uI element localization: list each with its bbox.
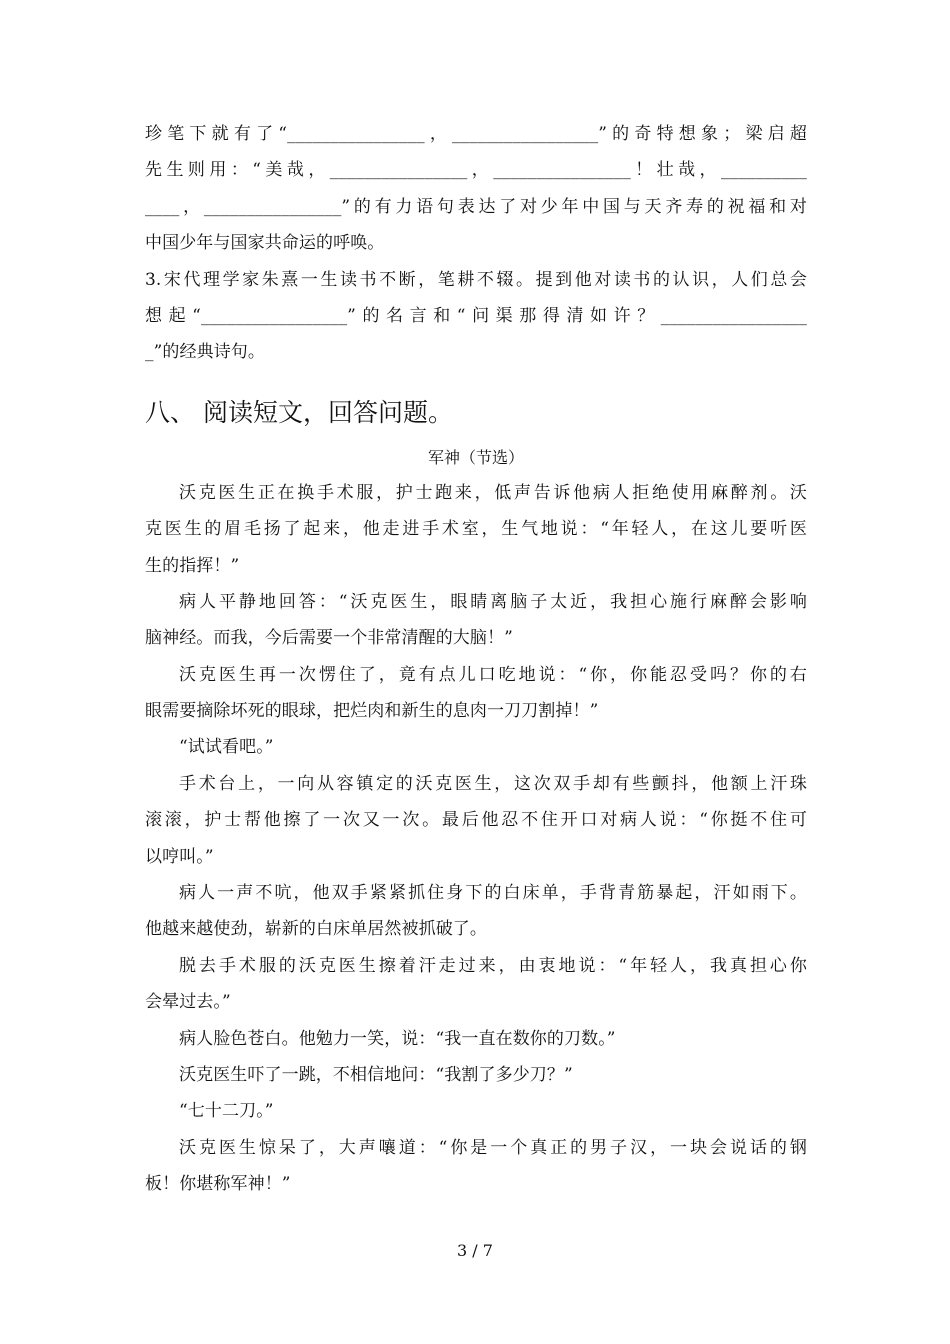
passage-line: 沃克医生正在换手术服，护士跑来，低声告诉他病人拒绝使用麻醉剂。沃 [179, 482, 807, 503]
passage-line: “七十二刀。” [179, 1101, 274, 1122]
fill-in-line: ____，________________”的有力语句表达了对少年中国与天齐寿的祝福和对 [145, 196, 807, 217]
document-page [145, 116, 807, 1203]
passage-line: 以哼叫。” [145, 846, 214, 867]
fill-in-line: 中国少年与国家共命运的呼唤。 [145, 233, 385, 254]
page-number: 3 / 7 [457, 1241, 493, 1260]
passage-line: 病人一声不吭，他双手紧紧抓住身下的白床单，手背青筋暴起，汗如雨下。 [179, 883, 807, 904]
passage-line: 病人脸色苍白。他勉力一笑，说：“我一直在数你的刀数。” [179, 1028, 616, 1049]
fill-in-line: 珍笔下就有了“________________，_________________”的奇特想象；梁启超 [145, 124, 807, 144]
passage-line: 他越来越使劲，崭新的白床单居然被抓破了。 [145, 919, 487, 940]
fill-in-line: 想起“_________________”的名言和“问渠那得清如许？_________________ [145, 305, 807, 326]
passage-line: 克医生的眉毛扬了起来，他走进手术室，生气地说：“年轻人，在这儿要听医 [145, 519, 807, 540]
passage-line: “试试看吧。” [179, 737, 274, 758]
passage-line: 板！你堪称军神！” [145, 1174, 291, 1195]
passage-line: 沃克医生惊呆了，大声嚷道：“你是一个真正的男子汉，一块会说话的钢 [179, 1137, 807, 1158]
passage-line: 脑神经。而我，今后需要一个非常清醒的大脑！” [145, 628, 513, 649]
passage-line: 沃克医生再一次愣住了，竟有点儿口吃地说：“你，你能忍受吗？你的右 [179, 664, 807, 685]
passage-line: 滚滚，护士帮他擦了一次又一次。最后他忍不住开口对病人说：“你挺不住可 [145, 810, 807, 831]
passage-title: 军神（节选） [427, 447, 524, 467]
fill-in-block [145, 116, 807, 371]
fill-in-line: _”的经典诗句。 [145, 342, 265, 363]
passage-line: 眼需要摘除坏死的眼球，把烂肉和新生的息肉一刀刀割掉！” [145, 701, 599, 722]
passage-line: 手术台上，一向从容镇定的沃克医生，这次双手却有些颤抖，他额上汗珠 [179, 773, 807, 794]
section-heading: 八、 阅读短文，回答问题。 [145, 397, 453, 427]
fill-in-line: 先生则用：“美哉，________________，________________！壮哉，__________ [145, 160, 807, 181]
passage-line: 生的指挥！” [145, 555, 240, 576]
passage-body [145, 475, 807, 1203]
passage-line: 沃克医生吓了一跳，不相信地问：“我割了多少刀？” [179, 1064, 573, 1085]
fill-in-line: 3.宋代理学家朱熹一生读书不断，笔耕不辍。提到他对读书的认识，人们总会 [145, 269, 807, 290]
passage-line: 脱去手术服的沃克医生擦着汗走过来，由衷地说：“年轻人，我真担心你 [179, 955, 807, 976]
passage-line: 会晕过去。” [145, 992, 231, 1013]
passage-line: 病人平静地回答：“沃克医生，眼睛离脑子太近，我担心施行麻醉会影响 [179, 591, 807, 612]
